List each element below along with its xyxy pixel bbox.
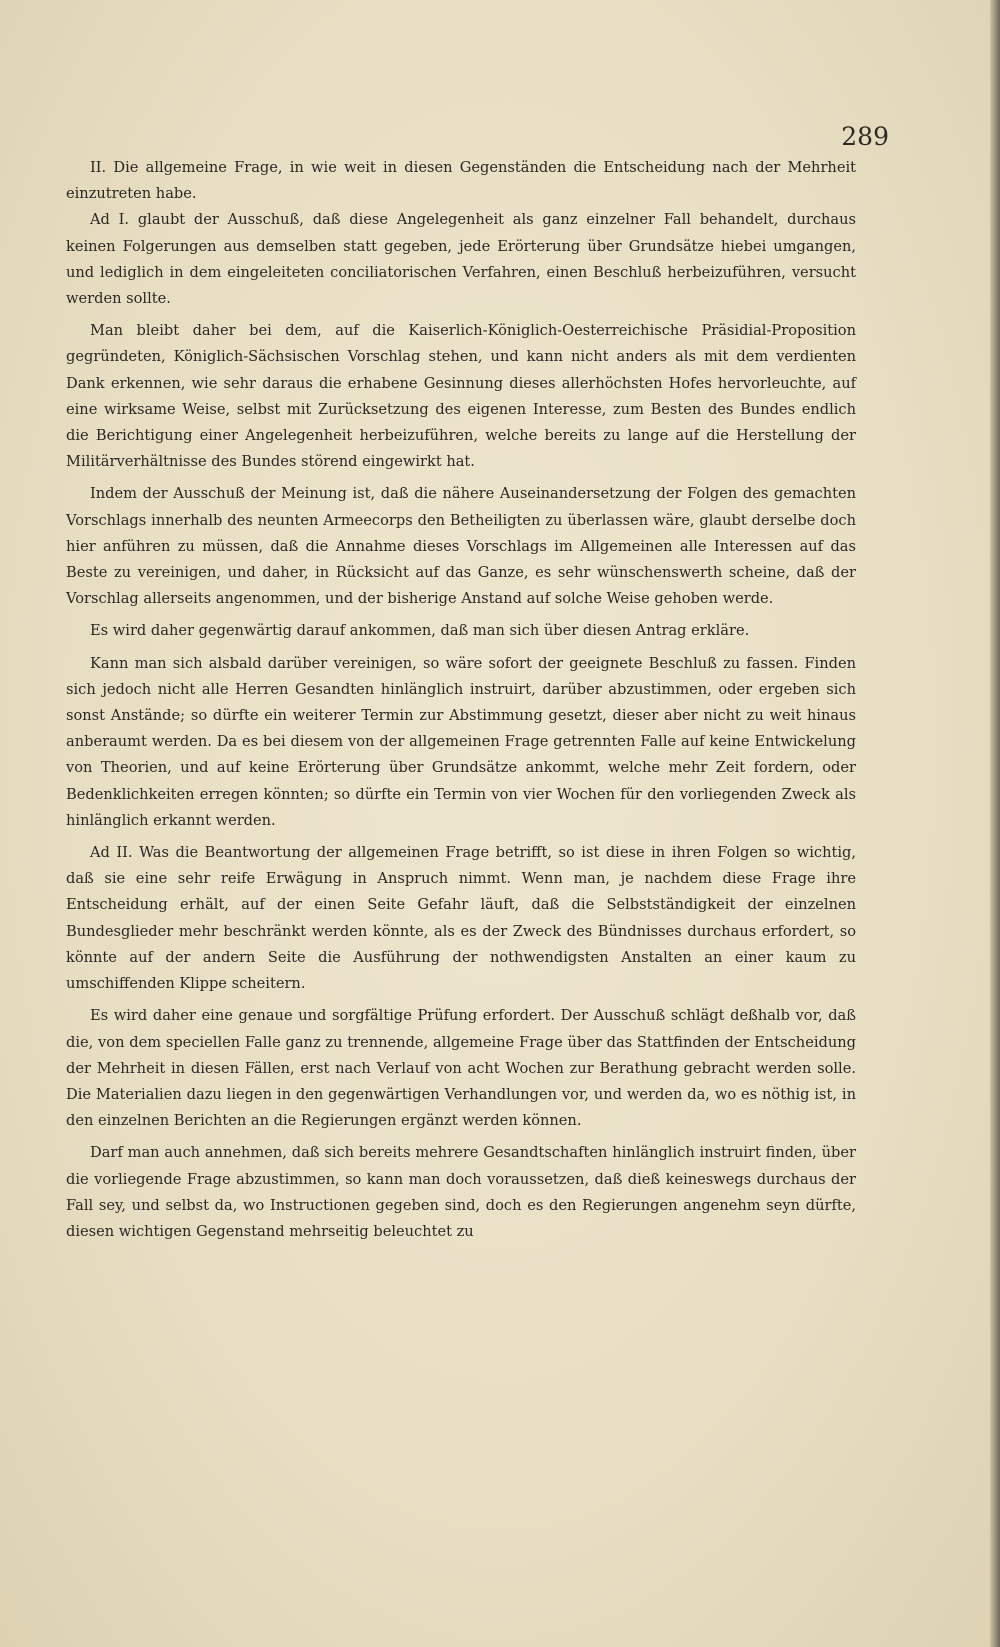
paragraph-deadline: Kann man sich alsbald darüber vereinigen, so wäre sofort der geeignete Beschluß zu fassen. Finden sich jedoch nicht alle Herren Gesandten hinlänglich instruirt, darüber abzustimmen, oder ergeben sich sonst Anstände; so dürfte ein weiterer Termin zur Abstimmung gesetzt, dieser aber nicht zu weit hinaus anberaumt werden. Da es bei diesem von der allgemeinen Frage getrennten Falle auf keine Entwickelung von Theorien, und auf keine Erörterung über Grundsätze ankommt, welche mehr Zeit fordern, oder Bedenklichkeiten erregen könnten; so dürfte ein Termin von vier Wochen für den vorliegenden Zweck als hinlänglich erkannt werden. (66, 654, 856, 829)
page-number: 289 (841, 122, 889, 151)
paragraph-examination: Es wird daher eine genaue und sorgfältige Prüfung erfordert. Der Ausschuß schlägt deßhalb vor, daß die, von dem speciellen Falle ganz zu trennende, allgemeine Frage über das Stattfinden der Entscheidung der Mehrheit in diesen Fällen, erst nach Verlauf von acht Wochen zur Berathung gebracht werden solle. Die Materialien dazu liegen in den gegenwärtigen Verhandlungen vor, und werden da, wo es nöthig ist, in den einzelnen Berichten an die Regierungen ergänzt werden können. (66, 1007, 856, 1130)
paragraph-ad-i: Ad I. glaubt der Ausschuß, daß diese Angelegenheit als ganz einzelner Fall behandelt, durchaus keinen Folgerungen aus demselben statt gegeben, jede Erörterung über Grundsätze hiebei umgangen, und lediglich in dem eingeleiteten conciliatorischen Verfahren, einen Beschluß herbeizuführen, versucht werden sollte. (66, 211, 856, 308)
paragraph-ad-ii: Ad II. Was die Beantwortung der allgemeinen Frage betrifft, so ist diese in ihren Folgen so wichtig, daß sie eine sehr reife Erwägung in Anspruch nimmt. Wenn man, je nachdem diese Frage ihre Entscheidung erhält, auf der einen Seite Gefahr läuft, daß die Selbstständigkeit der einzelnen Bundesglieder mehr beschränkt werden könnte, als es der Zweck des Bündnisses durchaus erfordert, so könnte auf der andern Seite die Ausführung der nothwendigsten Anstalten an einer kaum zu umschiffenden Klippe scheitern. (66, 844, 856, 993)
body-text (66, 155, 856, 1245)
paragraph-instructions: Darf man auch annehmen, daß sich bereits mehrere Gesandtschaften hinlänglich instruirt finden, über die vorliegende Frage abzustimmen, so kann man doch voraussetzen, daß dieß keineswegs durchaus der Fall sey, und selbst da, wo Instructionen gegeben sind, doch es den Regierungen angenehm seyn dürfte, diesen wichtigen Gegenstand mehrseitig beleuchtet zu (66, 1144, 856, 1240)
page-edge-shadow (990, 0, 1000, 1647)
paragraph-declaration: Es wird daher gegenwärtig darauf ankommen, daß man sich über diesen Antrag erkläre. (90, 622, 750, 640)
paragraph-proposal: Man bleibt daher bei dem, auf die Kaiserlich-Königlich-Oesterreichische Präsidial-Proposition gegründeten, Königlich-Sächsischen Vorschlag stehen, und kann nicht anders als mit dem verdienten Dank erkennen, wie sehr daraus die erhabene Gesinnung dieses allerhöchsten Hofes hervorleuchte, auf eine wirksame Weise, selbst mit Zurücksetzung des eigenen Interesse, zum Besten des Bundes endlich die Berichtigung einer Angelegenheit herbeizuführen, welche bereits zu lange auf die Herstellung der Militärverhältnisse des Bundes störend eingewirkt hat. (66, 322, 856, 471)
paragraph-committee-opinion: Indem der Ausschuß der Meinung ist, daß die nähere Auseinandersetzung der Folgen des gemachten Vorschlags innerhalb des neunten Armeecorps den Betheiligten zu überlassen wäre, glaubt derselbe doch hier anführen zu müssen, daß die Annahme dieses Vorschlags im Allgemeinen alle Interessen auf das Beste zu vereinigen, und daher, in Rücksicht auf das Ganze, es sehr wünschenswerth scheine, daß der Vorschlag allerseits angenommen, und der bisherige Anstand auf solche Weise gehoben werde. (66, 485, 856, 608)
paragraph-question-ii: II. Die allgemeine Frage, in wie weit in diesen Gegenständen die Entscheidung nach der Mehrheit einzutreten habe. (66, 159, 856, 203)
